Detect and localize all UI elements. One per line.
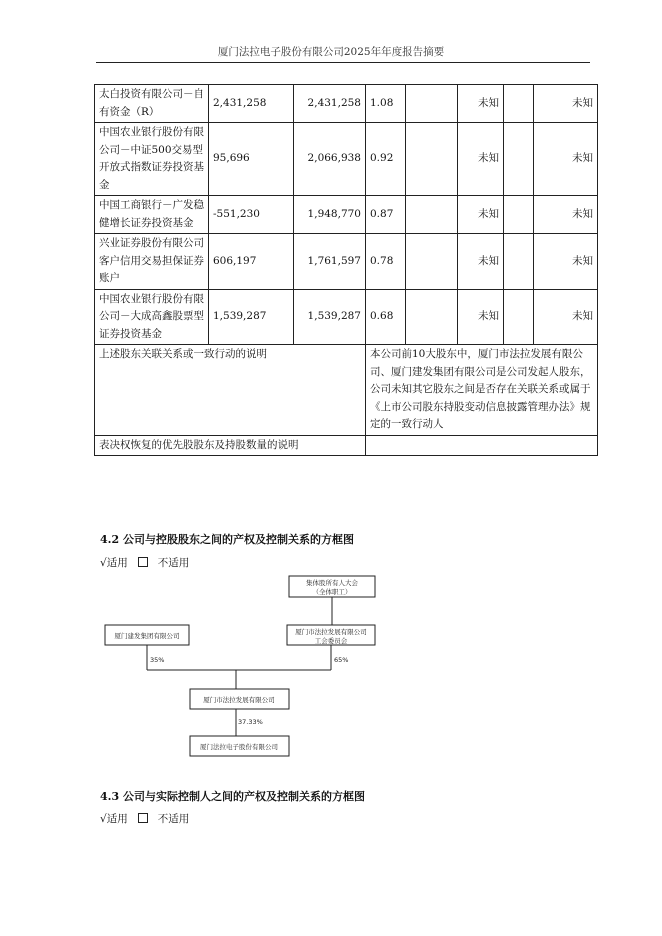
fala-development-label: 厦门市法拉发展有限公司 (203, 696, 275, 704)
union-committee-label: 厦门市法拉发展有限公司 (295, 628, 367, 636)
shareholder-nature: 未知 (534, 234, 598, 290)
pledge-status: 未知 (458, 289, 504, 345)
shareholder-name: 太白投资有限公司－自有资金（R） (95, 85, 209, 123)
section-4-3-applicability (100, 811, 209, 826)
shareholder-nature: 未知 (534, 85, 598, 123)
collective-owners-label: 集体股所有人大会 (306, 579, 358, 587)
holding-change: 2,431,258 (209, 85, 294, 123)
applicable-checked: √适用 (100, 557, 128, 569)
holding-quantity: 2,431,258 (294, 85, 366, 123)
related-parties-text: 本公司前10大股东中，厦门市法拉发展有限公司、厦门建发集团有限公司是公司发起人股东，公司未知其它股东之间是否存在关联关系或属于《上市公司股东持股变动信息披露管理办法》规定的一致行动人 (366, 345, 598, 436)
shareholder-name: 中国农业银行股份有限公司－大成高鑫股票型证券投资基金 (95, 289, 209, 345)
holding-ratio: 0.92 (366, 123, 406, 196)
not-applicable-label: 不适用 (157, 813, 190, 825)
section-4-3-title: 4.3 公司与实际控制人之间的产权及控制关系的方框图 (100, 790, 365, 803)
holding-change: 95,696 (209, 123, 294, 196)
holding-quantity: 1,948,770 (294, 196, 366, 234)
pledge-status: 未知 (458, 85, 504, 123)
shareholder-name: 兴业证券股份有限公司客户信用交易担保证券账户 (95, 234, 209, 290)
pledge-status: 未知 (458, 234, 504, 290)
fala-electronics-label: 厦门法拉电子股份有限公司 (200, 743, 278, 751)
shareholder-nature: 未知 (534, 196, 598, 234)
pledge-status: 未知 (458, 123, 504, 196)
shareholder-name: 中国工商银行－广发稳健增长证券投资基金 (95, 196, 209, 234)
voting-rights-label: 表决权恢复的优先股股东及持股数量的说明 (95, 435, 366, 456)
not-applicable-label: 不适用 (157, 557, 190, 569)
holding-quantity: 2,066,938 (294, 123, 366, 196)
jianfa-group-label: 厦门建发集团有限公司 (114, 632, 180, 640)
shareholder-nature: 未知 (534, 123, 598, 196)
holding-change: 1,539,287 (209, 289, 294, 345)
shareholder-nature: 未知 (534, 289, 598, 345)
fala-development-share-pct: 37.33% (238, 718, 263, 726)
checkbox-empty-icon (138, 813, 148, 823)
union-committee-sublabel: 工会委员会 (314, 637, 348, 645)
holding-quantity: 1,539,287 (294, 289, 366, 345)
shareholder-name: 中国农业银行股份有限公司－中证500交易型开放式指数证券投资基金 (95, 123, 209, 196)
applicable-checked: √适用 (100, 813, 128, 825)
holding-change: -551,230 (209, 196, 294, 234)
holding-ratio: 0.68 (366, 289, 406, 345)
holding-ratio: 0.78 (366, 234, 406, 290)
section-4-2-title: 4.2 公司与控股股东之间的产权及控制关系的方框图 (100, 533, 354, 546)
holding-ratio: 1.08 (366, 85, 406, 123)
jianfa-share-pct: 35% (150, 656, 165, 664)
report-header: 厦门法拉电子股份有限公司2025年年度报告摘要 (217, 46, 445, 58)
union-share-pct: 65% (334, 656, 349, 664)
holding-quantity: 1,761,597 (294, 234, 366, 290)
collective-owners-sublabel: （全体职工） (312, 588, 352, 596)
holding-ratio: 0.87 (366, 196, 406, 234)
not-applicable-option (138, 813, 200, 825)
holding-change: 606,197 (209, 234, 294, 290)
pledge-status: 未知 (458, 196, 504, 234)
related-parties-label: 上述股东关联关系或一致行动的说明 (95, 345, 366, 436)
